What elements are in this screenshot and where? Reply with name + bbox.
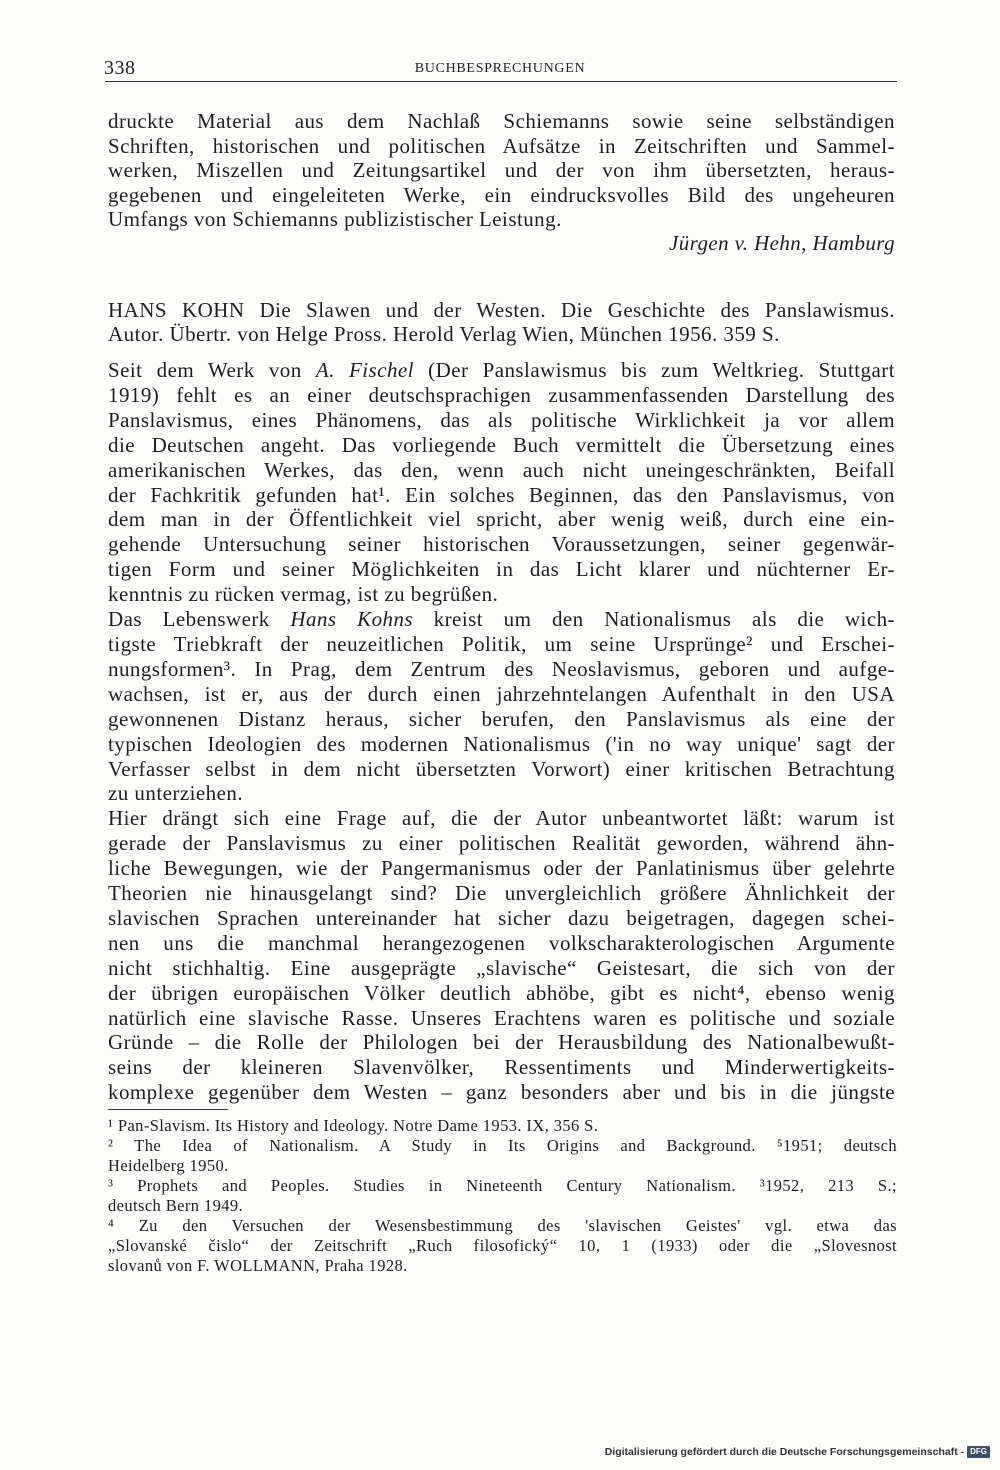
dfg-logo: DFG — [967, 1446, 990, 1458]
text-line: kenntnis zu rücken vermag, ist zu begrüßen. — [108, 582, 499, 607]
review-heading — [108, 298, 895, 346]
text-run: Das Lebenswerk — [108, 607, 291, 632]
text-line: Schriften, historischen und politischen Aufsätze in Zeitschriften und Sammel- — [108, 133, 895, 158]
text-line: gerade der Panslavismus zu einer politischen Realität geworden, während ähn- — [108, 831, 895, 856]
text-line: zu unterziehen. — [108, 781, 244, 806]
text-line: liche Bewegungen, wie der Pangermanismus oder der Panlatinismus über gelehrte — [108, 856, 895, 881]
text-line: Heidelberg 1950. — [108, 1156, 229, 1175]
text-run: Seit dem Werk von — [108, 358, 316, 382]
text-line: HANS KOHN Die Slawen und der Westen. Die Geschichte des Panslawismus. — [108, 298, 895, 322]
digitization-footer — [605, 1445, 990, 1459]
text-line: natürlich eine slavische Rasse. Unseres Erachtens waren es politische und soziale — [108, 1005, 895, 1030]
text-line: Verfasser selbst in dem nicht übersetzten Vorwort) einer kritischen Betrachtung — [108, 756, 895, 781]
footnote-2 — [108, 1136, 897, 1176]
text-line: gewonnenen Distanz heraus, sicher berufen, den Panslavismus als eine der — [108, 706, 895, 731]
text-line: gehende Untersuchung seiner historischen Voraussetzungen, seiner gegenwär- — [108, 532, 895, 557]
text-line: werken, Miszellen und Zeitungsartikel und der von ihm übersetzten, heraus- — [108, 158, 895, 182]
text-line: der Fachkritik gefunden hat¹. Ein solches Beginnen, das den Panslavismus, von — [108, 482, 895, 507]
emphasized-text: Hans Kohns — [290, 607, 414, 632]
footnote-3 — [108, 1176, 897, 1216]
footnote-1 — [108, 1116, 897, 1136]
page-number: 338 — [104, 57, 136, 79]
review-paragraph — [108, 806, 895, 1105]
text-line: Hier drängt sich eine Frage auf, die der Autor unbeantwortet läßt: warum ist — [108, 806, 895, 831]
previous-review-text — [108, 109, 895, 232]
text-line: druckte Material aus dem Nachlaß Schiemanns sowie seine selbständigen — [108, 109, 895, 133]
text-line: dem man in der Öffentlichkeit viel spricht, aber wenig weiß, durch eine ein- — [108, 507, 895, 532]
text-line: amerikanischen Werkes, das den, wenn auch nicht uneingeschränkten, Beifall — [108, 457, 895, 482]
running-title: BUCHBESPRECHUNGEN — [414, 61, 586, 76]
text-line: der übrigen europäischen Völker deutlich abhöbe, gibt es nicht⁴, ebenso wenig — [108, 980, 895, 1005]
review-body — [108, 358, 895, 1105]
review-paragraph — [108, 607, 895, 806]
emphasized-text: A. Fischel — [315, 358, 414, 382]
text-line: tigste Triebkraft der neuzeitlichen Politik, um seine Ursprünge² und Erschei- — [108, 631, 895, 656]
review-paragraph — [108, 358, 895, 607]
text-line: slavischen Sprachen untereinander hat sicher dazu beigetragen, dagegen schei- — [108, 905, 895, 930]
footnotes — [108, 1116, 897, 1276]
text-line: nicht stichhaltig. Eine ausgeprägte „slavische“ Geistesart, die sich von der — [108, 955, 895, 980]
text-line: „Slovanské čislo“ der Zeitschrift „Ruch filosofický“ 10, 1 (1933) oder die „Slovesnost — [108, 1236, 897, 1255]
text-line: Panslavismus, eines Phänomens, das als politische Wirklichkeit ja vor allem — [108, 407, 895, 432]
text-line: ¹ Pan-Slavism. Its History and Ideology. Notre Dame 1953. IX, 356 S. — [108, 1116, 599, 1135]
text-line: gegebenen und eingeleiteten Werke, ein eindrucksvolles Bild des ungeheuren — [108, 182, 895, 207]
header-rule — [105, 81, 897, 82]
text-line: seins der kleineren Slavenvölker, Ressentiments und Minderwertigkeits- — [108, 1055, 895, 1080]
text-line — [108, 607, 895, 632]
text-line: nungsformen³. In Prag, dem Zentrum des Neoslavismus, geboren und aufge- — [108, 656, 895, 681]
text-line: Autor. Übertr. von Helge Pross. Herold Verlag Wien, München 1956. 359 S. — [108, 322, 780, 346]
text-line: 1919) fehlt es an einer deutschsprachigen zusammenfassenden Darstellung des — [108, 382, 895, 407]
digitization-credit: Digitalisierung gefördert durch die Deutsche Forschungsgemeinschaft - — [604, 1446, 965, 1458]
text-line: typischen Ideologien des modernen Nationalismus ('in no way unique' sagt der — [108, 731, 895, 756]
text-line: die Deutschen angeht. Das vorliegende Buch vermittelt die Übersetzung eines — [108, 432, 895, 457]
text-line: Gründe – die Rolle der Philologen bei der Herausbildung des Nationalbewußt- — [108, 1030, 895, 1055]
text-line: slovanů von F. WOLLMANN, Praha 1928. — [108, 1256, 408, 1275]
reviewer-signature: Jürgen v. Hehn, Hamburg — [669, 231, 895, 255]
text-line: Umfangs von Schiemanns publizistischer Leistung. — [108, 207, 562, 231]
text-line: nen uns die manchmal herangezogenen volkscharakterologischen Argumente — [108, 930, 895, 955]
text-line: ³ Prophets and Peoples. Studies in Nineteenth Century Nationalism. ³1952, 213 S.; — [108, 1176, 897, 1195]
text-line: komplexe gegenüber dem Westen – ganz besonders aber und bis in die jüngste — [108, 1080, 895, 1105]
footnote-4 — [108, 1216, 897, 1276]
text-line — [108, 358, 895, 383]
text-run: kreist um den Nationalismus als die wich- — [413, 607, 895, 632]
text-line: wachsen, ist er, aus der durch einen jahrzehntelangen Aufenthalt in den USA — [108, 681, 895, 706]
text-line: Theorien nie hinausgelangt sind? Die unvergleichlich größere Ähnlichkeit der — [108, 881, 895, 906]
text-run: (Der Panslawismus bis zum Weltkrieg. Stuttgart — [413, 358, 896, 382]
footnote-rule — [108, 1109, 228, 1110]
text-line: deutsch Bern 1949. — [108, 1196, 244, 1215]
text-line: ⁴ Zu den Versuchen der Wesensbestimmung des 'slavischen Geistes' vgl. etwa das — [108, 1216, 897, 1235]
text-line: tigen Form und seiner Möglichkeiten in das Licht klarer und nüchterner Er- — [108, 557, 895, 582]
text-line: ² The Idea of Nationalism. A Study in Its Origins and Background. ⁵1951; deutsch — [108, 1136, 897, 1155]
